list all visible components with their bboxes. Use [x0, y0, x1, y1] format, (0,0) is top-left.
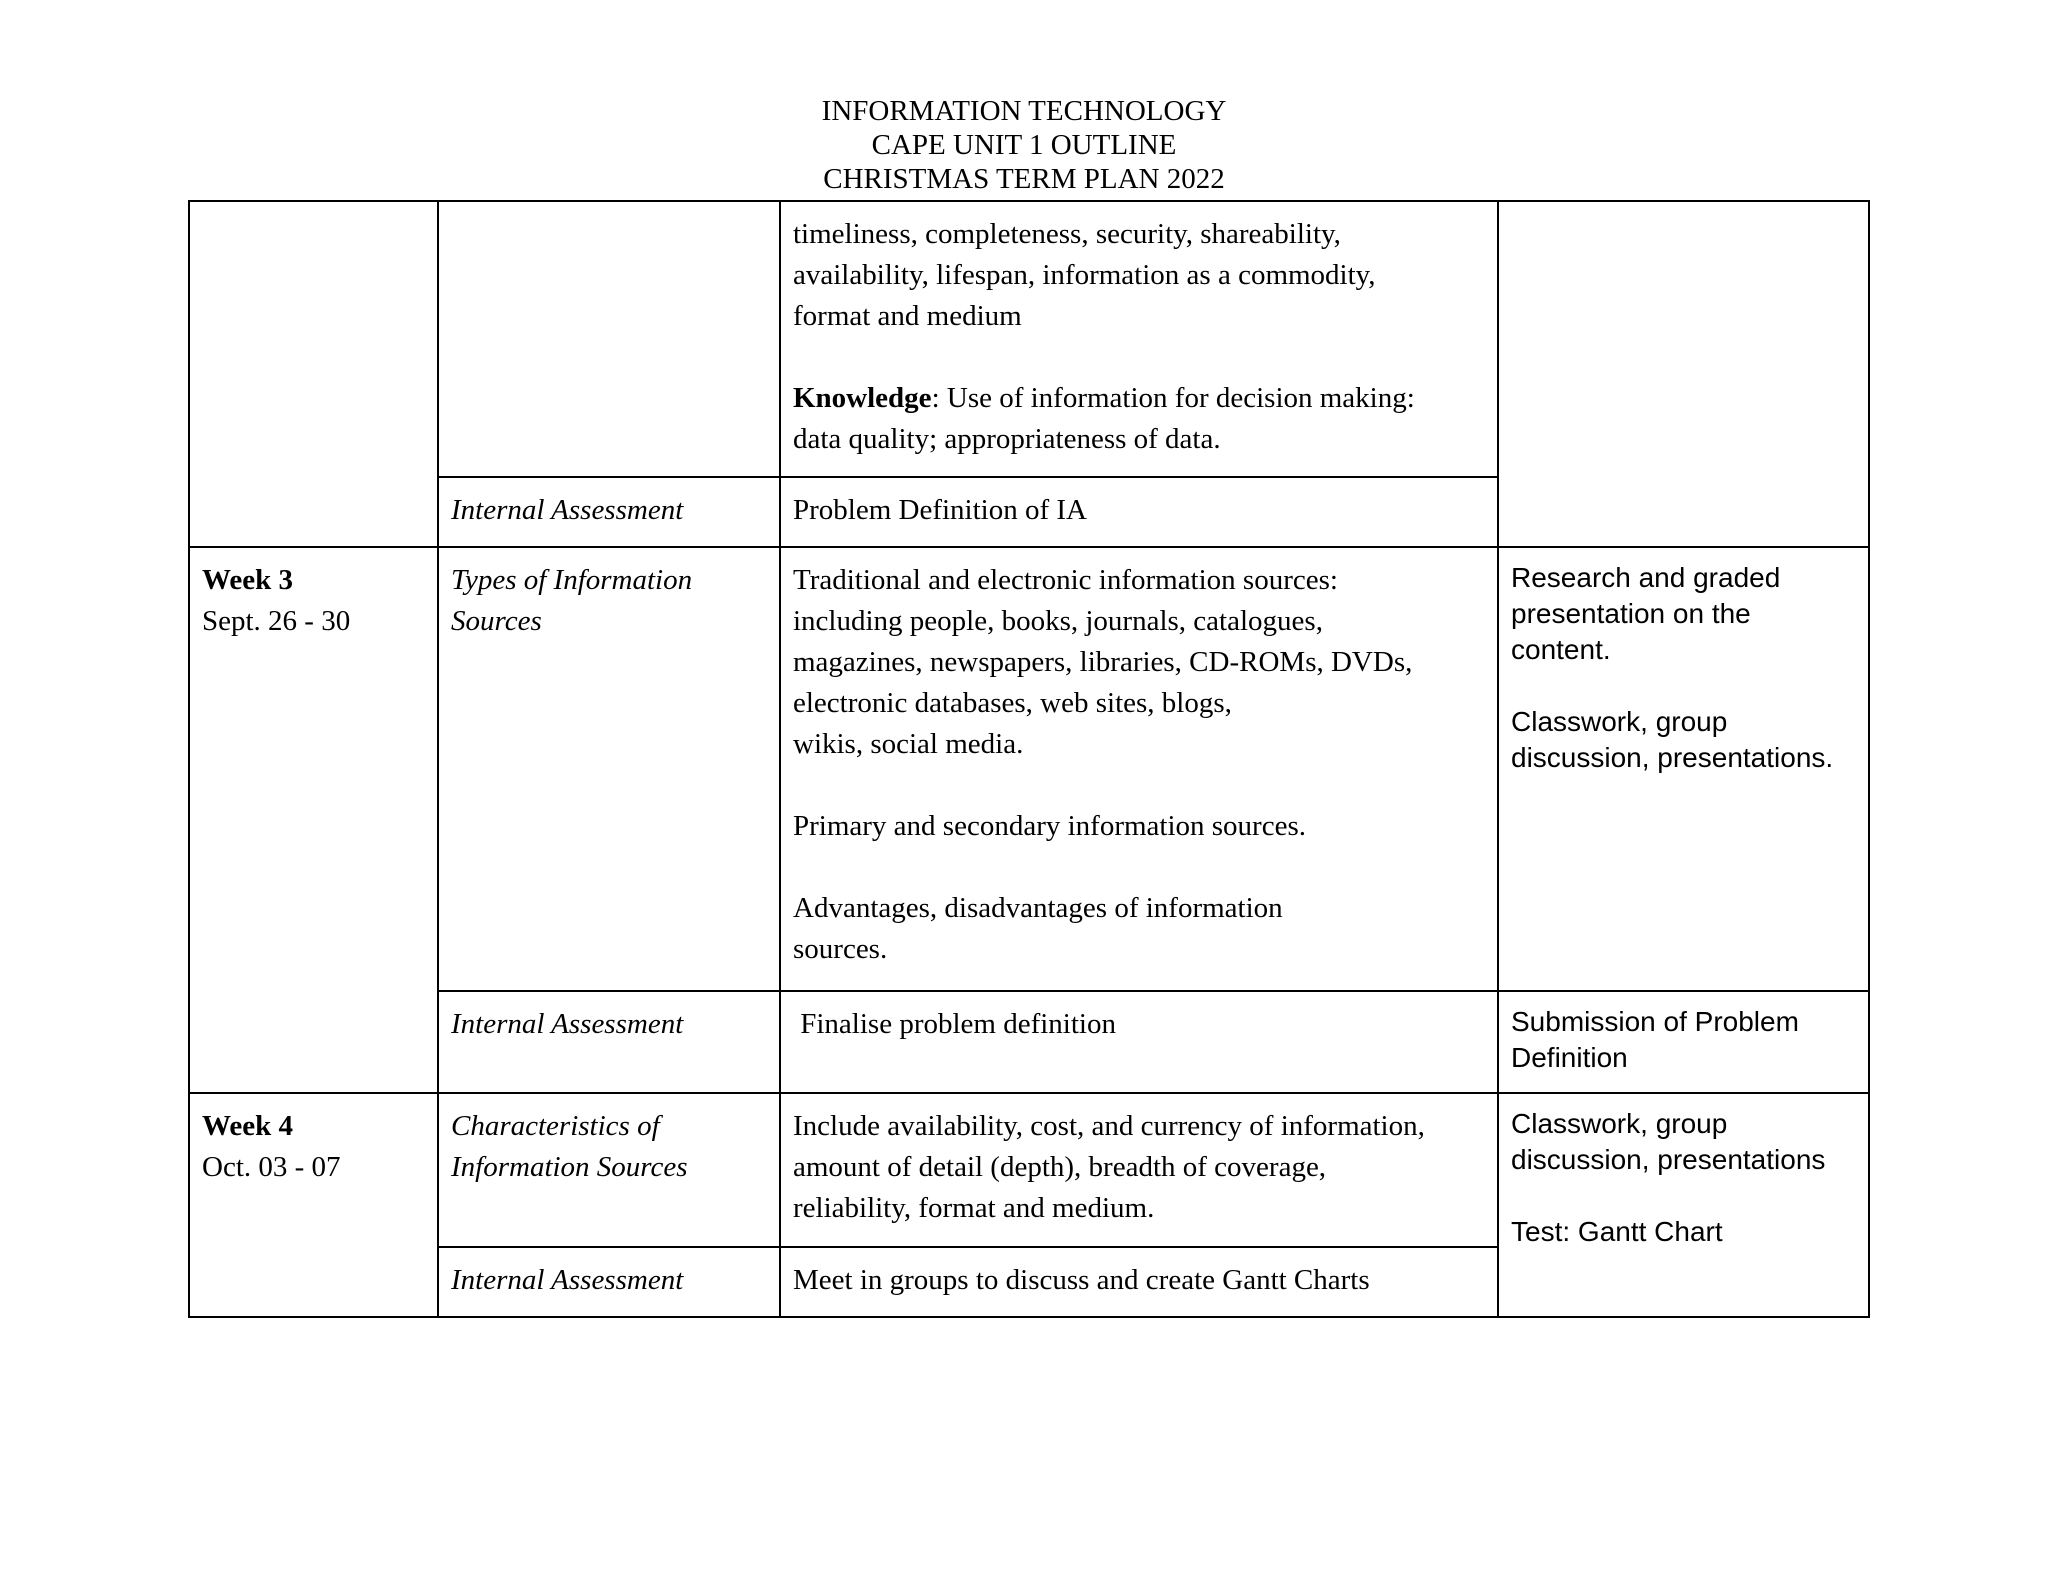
- assessment-line: Submission of Problem: [1511, 1006, 1799, 1037]
- document-header: [0, 94, 2048, 196]
- content-cell: [780, 1093, 1498, 1247]
- week-dates: Sept. 26 - 30: [202, 605, 351, 637]
- table-row: [189, 1093, 1869, 1247]
- week-cell: [189, 1093, 438, 1317]
- assessment-line: Test: Gantt Chart: [1511, 1216, 1723, 1247]
- content-line: magazines, newspapers, libraries, CD-ROMs, DVDs,: [793, 646, 1413, 678]
- term-plan-table: [188, 200, 1870, 1318]
- assessment-line: discussion, presentations: [1511, 1144, 1826, 1175]
- content-line: wikis, social media.: [793, 728, 1024, 760]
- topic-cell-empty: [438, 201, 780, 477]
- content-line: Advantages, disadvantages of information: [793, 892, 1283, 924]
- content-cell: [780, 991, 1498, 1093]
- topic-line: Characteristics of: [451, 1110, 660, 1142]
- content-line: Primary and secondary information sources.: [793, 810, 1306, 842]
- topic-line: Information Sources: [451, 1151, 688, 1183]
- knowledge-line: data quality; appropriateness of data.: [793, 423, 1221, 455]
- week-dates: Oct. 03 - 07: [202, 1151, 341, 1183]
- content-cell: Meet in groups to discuss and create Gantt Charts: [780, 1247, 1498, 1317]
- assessment-line: Classwork, group: [1511, 706, 1728, 737]
- topic-line: Types of Information: [451, 564, 693, 596]
- content-cell: [780, 201, 1498, 477]
- content-line: sources.: [793, 933, 888, 965]
- table-row: [189, 547, 1869, 991]
- content-line: reliability, format and medium.: [793, 1192, 1155, 1224]
- content-text: Finalise problem definition: [800, 1008, 1116, 1040]
- table-row: [189, 991, 1869, 1093]
- content-line: Include availability, cost, and currency of information,: [793, 1110, 1425, 1142]
- content-line: amount of detail (depth), breadth of coverage,: [793, 1151, 1327, 1183]
- content-line: availability, lifespan, information as a commodity,: [793, 259, 1376, 291]
- assessment-line: Definition: [1511, 1042, 1628, 1073]
- assessment-cell: [1498, 547, 1869, 991]
- topic-line: Sources: [451, 605, 542, 637]
- content-line: including people, books, journals, catalogues,: [793, 605, 1323, 637]
- assessment-cell: [1498, 991, 1869, 1093]
- header-unit: CAPE UNIT 1 OUTLINE: [871, 129, 1177, 161]
- assessment-line: discussion, presentations.: [1511, 742, 1834, 773]
- topic-cell: [438, 1093, 780, 1247]
- assessment-line: Classwork, group: [1511, 1108, 1728, 1139]
- week-label: Week 3: [202, 564, 294, 596]
- content-line: format and medium: [793, 300, 1022, 332]
- assessment-line: presentation on the: [1511, 598, 1751, 629]
- assessment-line: Research and graded: [1511, 562, 1781, 593]
- week-cell: [189, 547, 438, 1093]
- content-line: timeliness, completeness, security, shareability,: [793, 218, 1341, 250]
- header-term: CHRISTMAS TERM PLAN 2022: [823, 163, 1225, 195]
- assessment-cell-empty: [1498, 201, 1869, 547]
- week-cell-empty: [189, 201, 438, 547]
- topic-cell: Internal Assessment: [438, 991, 780, 1093]
- content-cell: Problem Definition of IA: [780, 477, 1498, 547]
- content-cell: [780, 547, 1498, 991]
- header-subject: INFORMATION TECHNOLOGY: [821, 95, 1227, 127]
- knowledge-line: [793, 378, 1485, 419]
- knowledge-label: Knowledge: [793, 382, 932, 414]
- assessment-cell: [1498, 1093, 1869, 1317]
- content-line: electronic databases, web sites, blogs,: [793, 687, 1232, 719]
- knowledge-text: : Use of information for decision making:: [931, 382, 1415, 414]
- assessment-line: content.: [1511, 634, 1611, 665]
- table-row: [189, 201, 1869, 477]
- week-label: Week 4: [202, 1110, 294, 1142]
- topic-cell: [438, 547, 780, 991]
- topic-cell: Internal Assessment: [438, 1247, 780, 1317]
- topic-cell: Internal Assessment: [438, 477, 780, 547]
- content-line: Traditional and electronic information sources:: [793, 564, 1338, 596]
